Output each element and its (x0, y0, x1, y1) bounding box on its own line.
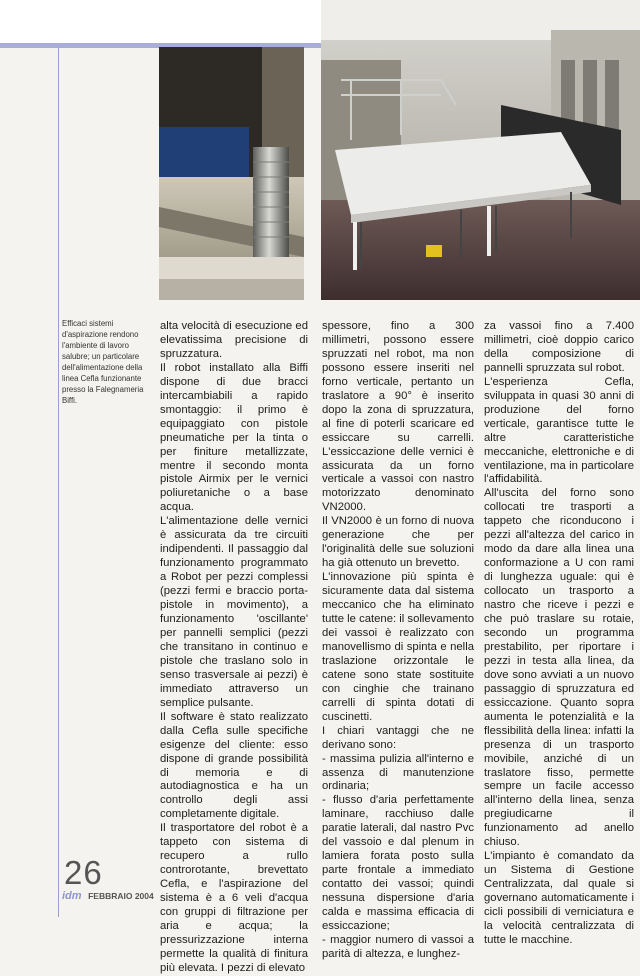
paragraph: Il software è stato realizzato dalla Cefla sulle specifiche esigenze del cliente: esso dispone di grande possibilità di memoria e di autodiagnostica e ha un controllo degli assi completamente digitale. (160, 710, 308, 821)
list-item: - maggior numero di vassoi a parità di altezza, e lunghez- (322, 933, 474, 960)
paragraph: All'uscita del forno sono collocati tre trasporti a tappeto che riconducono i pezzi all'altezza del carico in modo da dare alla linea una conformazione a U con rami di lunghezza uguale: qui è collocato un trasporto a nastro che riceve i pezzi e che può traslare su rotaie, secondo un programma prestabilito, per riportare i pezzi in testa alla linea, da dove sono avviati a un nuovo passaggio di spruzzatura ed essiccazione. Quanto sopra aumenta le potenzialità e la flessibilità della linea: infatti la presenza di un trasporto movibile, anziché di un traslatore fisso, permette sempre un facile accesso all'interno della linea, senza pregiudicarne il funzionamento ad anello chiuso. (484, 487, 634, 849)
text-column-3 (484, 320, 634, 948)
text-column-2 (322, 320, 474, 962)
magazine-logo: idm (62, 890, 82, 902)
paragraph: spessore, fino a 300 millimetri, possono essere spruzzati nel robot, ma non possono essere inseriti nel forno verticale, pertanto un traslatore a 90° è inserito dopo la zona di spruzzatura, al fine di poterli scaricare ed essiccare su carrelli. L'essiccazione delle vernici è assicurata da un forno verticale a vassoi con nastro motorizzato denominato VN2000. (322, 320, 474, 514)
text-column-1 (160, 320, 308, 976)
list-item: - massima pulizia all'interno e assenza di manutenzione ordinaria; (322, 752, 474, 793)
footer (62, 890, 154, 902)
paragraph: za vassoi fino a 7.400 millimetri, cioè doppio carico della composizione di pannelli spruzzata sul robot. (484, 320, 634, 374)
page-number: 26 (64, 854, 103, 891)
paragraph: L'innovazione più spinta è sicuramente data dal sistema meccanico che ha eliminato tutte le catene: il sollevamento dei vassoi è realizzato con manovellismo di spinta e nella traslazione orizzontale le catene sono state sostituite con cinghie che trainano carrelli di spinta dotati di cuscinetti. (322, 571, 474, 723)
paragraph: Il VN2000 è un forno di nuova generazione che per l'originalità delle sue soluzioni ha già ottenuto un brevetto. (322, 515, 474, 570)
paragraph: alta velocità di esecuzione ed elevatissima precisione di spruzzatura. (160, 320, 308, 360)
paragraph: L'esperienza Cefla, sviluppata in quasi 30 anni di produzione del forno verticale, garantisce tutte le altre caratteristiche meccaniche, elettroniche e di ventilazione, ma in particolare l'affidabilità. (484, 375, 634, 486)
photo-aspiration-duct (159, 47, 304, 300)
paragraph: L'alimentazione delle vernici è assicurata da tre circuiti indipendenti. Il passaggio dal funzionamento programmato a Robot per pezzi complessi (pezzi fermi e braccio porta-pistole in movimento), a funzionamento 'oscillante' per pannelli semplici (pezzi che transitano in continuo e pistole che traslano solo in senso trasversale ai pezzi) è immediato attraverso un semplice pulsante. (160, 515, 308, 709)
margin-rule (58, 47, 59, 917)
paragraph: Il trasportatore del robot è a tappeto con sistema di recupero a rullo controrotante, brevettato Cefla, e l'aspirazione del sistema è a 6 veli d'acqua con gruppi di filtrazione per aria e acqua; la pressurizzazione interna permette la qualità di finitura più elevata. I pezzi di elevato (160, 822, 308, 974)
photo-caption: Efficaci sistemi d'aspirazione rendono l'ambiente di lavoro salubre; un particolare dell'alimentazione della linea Cefla funzionante presso la Falegnameria Biffi. (62, 319, 144, 405)
paragraph: I chiari vantaggi che ne derivano sono: (322, 724, 474, 751)
issue-date: FEBBRAIO 2004 (88, 891, 154, 901)
paragraph: L'impianto è comandato da un Sistema di Gestione Centralizzata, dal quale si governano automaticamente i cicli possibili di verniciatura e la velocità centralizzata di tutte le macchine. (484, 850, 634, 946)
photo-production-line (321, 0, 640, 300)
list-item: - flusso d'aria perfettamente laminare, racchiuso dalle paratie laterali, dal nastro Pvc del vassoio e dal plenum in lamiera forata posto sulla parte frontale a immediato contatto dei vassoi; quindi nessuna dispersione d'aria calda e massima efficacia di essiccazione; (322, 794, 474, 932)
paragraph: Il robot installato alla Biffi dispone di due bracci intercambiabili a rapido smontaggio: il primo è equipaggiato con pistole pneumatiche per la tinta o per finiture metallizzate, mentre il secondo monta pistole Airmix per le vernici poliuretaniche o a base acqua. (160, 361, 308, 514)
